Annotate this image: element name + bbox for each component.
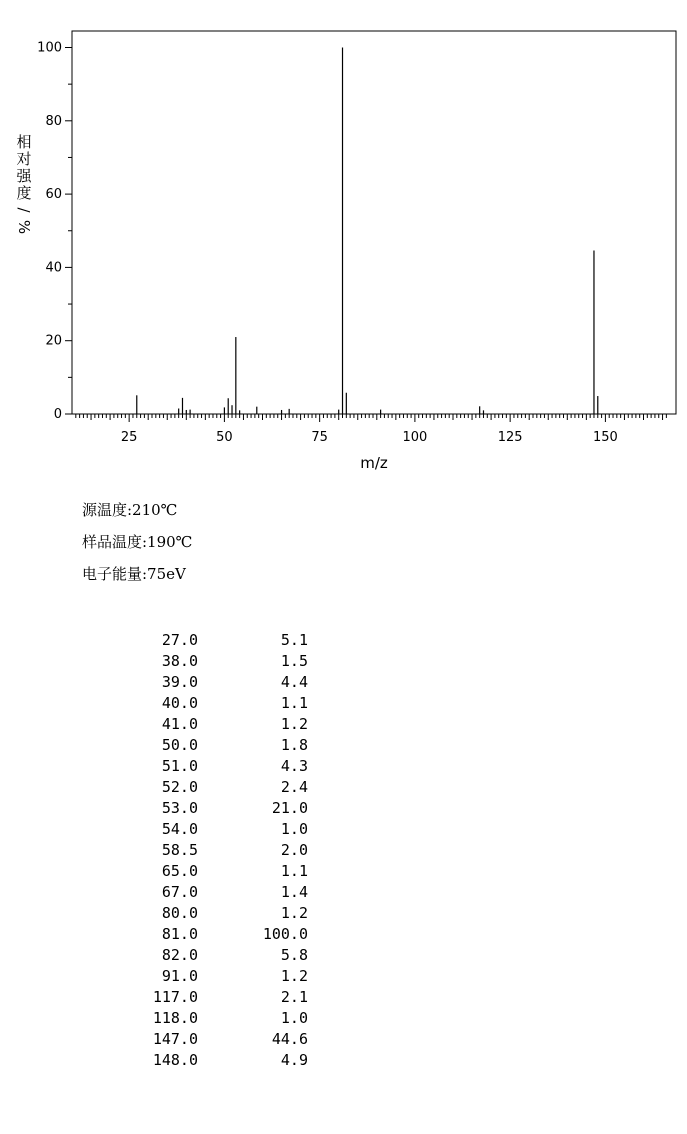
peak-mz: 53.0 xyxy=(161,799,198,817)
y-axis-label-char: 相 xyxy=(16,133,32,151)
x-axis xyxy=(76,414,667,445)
peak-row xyxy=(120,882,308,903)
peak-intensity: 1.0 xyxy=(280,820,308,838)
peak-intensity: 100.0 xyxy=(262,925,308,943)
peak-intensity: 5.8 xyxy=(280,946,308,964)
peak-row xyxy=(120,1029,308,1050)
peak-row xyxy=(120,840,308,861)
peak-intensity: 4.3 xyxy=(280,757,308,775)
y-tick-label: 80 xyxy=(45,113,62,129)
peak-intensity: 21.0 xyxy=(271,799,308,817)
peak-row xyxy=(120,672,308,693)
peak-row xyxy=(120,693,308,714)
peak-intensity: 1.2 xyxy=(280,904,308,922)
peak-row xyxy=(120,714,308,735)
sample-temperature: 样品温度:190℃ xyxy=(82,533,193,551)
peak-mz: 39.0 xyxy=(161,673,198,691)
x-tick-label: 25 xyxy=(120,430,138,445)
peak-mz: 40.0 xyxy=(161,694,198,712)
plot-frame xyxy=(72,31,676,414)
peak-intensity: 4.4 xyxy=(280,673,308,691)
peak-mz: 41.0 xyxy=(161,715,198,733)
y-axis-label-char: / xyxy=(15,207,33,213)
x-tick-label: 50 xyxy=(216,430,233,445)
peak-intensity: 2.0 xyxy=(280,841,308,859)
peak-intensity: 1.1 xyxy=(280,694,308,712)
y-axis-label-char: % xyxy=(15,219,33,235)
peak-mz: 50.0 xyxy=(161,736,198,754)
peak-intensity: 1.2 xyxy=(280,967,308,985)
x-tick-label: 75 xyxy=(311,430,328,445)
y-tick-label: 40 xyxy=(45,260,62,276)
peak-row xyxy=(120,1008,308,1029)
x-tick-label: 150 xyxy=(592,430,618,445)
peak-mz: 38.0 xyxy=(161,652,198,670)
peak-mz: 52.0 xyxy=(161,778,198,796)
peak-intensity: 44.6 xyxy=(271,1030,308,1048)
peak-intensity: 1.0 xyxy=(280,1009,308,1027)
peak-intensity: 1.5 xyxy=(280,652,308,670)
peak-row xyxy=(120,798,308,819)
x-tick-label: 125 xyxy=(497,430,523,445)
peak-mz: 148.0 xyxy=(152,1051,198,1069)
x-tick-label: 100 xyxy=(402,430,428,445)
peak-intensity: 4.9 xyxy=(280,1051,308,1069)
peak-mz: 117.0 xyxy=(152,988,198,1006)
peak-mz: 118.0 xyxy=(152,1009,198,1027)
peak-mz: 58.5 xyxy=(161,841,198,859)
peak-mz: 147.0 xyxy=(152,1030,198,1048)
peak-intensity: 1.4 xyxy=(280,883,308,901)
peak-row xyxy=(120,777,308,798)
peak-row xyxy=(120,945,308,966)
source-temperature: 源温度:210℃ xyxy=(82,501,178,519)
peak-mz: 67.0 xyxy=(161,883,198,901)
y-tick-label: 20 xyxy=(45,333,62,349)
peak-mz: 91.0 xyxy=(161,967,198,985)
peak-intensity: 5.1 xyxy=(280,631,308,649)
peak-mz: 65.0 xyxy=(161,862,198,880)
mass-spectrum-chart xyxy=(0,0,687,480)
y-axis-label xyxy=(15,133,33,234)
peak-intensity: 2.1 xyxy=(280,988,308,1006)
instrument-conditions xyxy=(82,494,192,590)
peak-row xyxy=(120,861,308,882)
peak-intensity: 1.8 xyxy=(280,736,308,754)
peak-row xyxy=(120,651,308,672)
peak-mz: 27.0 xyxy=(161,631,198,649)
electron-energy: 电子能量:75eV xyxy=(82,565,186,583)
peak-row xyxy=(120,966,308,987)
peak-row xyxy=(120,903,308,924)
y-axis-label-char: 度 xyxy=(16,184,32,202)
peak-intensity: 1.1 xyxy=(280,862,308,880)
y-tick-label: 0 xyxy=(53,407,62,422)
peak-mz: 51.0 xyxy=(161,757,198,775)
y-tick-label: 60 xyxy=(45,187,62,203)
peak-table xyxy=(120,630,308,1071)
peak-intensity: 1.2 xyxy=(280,715,308,733)
peak-row xyxy=(120,819,308,840)
peak-intensity: 2.4 xyxy=(280,778,308,796)
spectrum-peaks xyxy=(137,48,598,415)
peak-row xyxy=(120,1050,308,1071)
y-axis-label-char: 对 xyxy=(16,150,32,168)
peak-mz: 80.0 xyxy=(161,904,198,922)
x-axis-label: m/z xyxy=(360,454,388,472)
y-axis xyxy=(37,41,72,423)
peak-row xyxy=(120,924,308,945)
peak-row xyxy=(120,756,308,777)
peak-row xyxy=(120,735,308,756)
peak-row xyxy=(120,630,308,651)
peak-mz: 81.0 xyxy=(161,925,198,943)
peak-row xyxy=(120,987,308,1008)
y-axis-label-char: 强 xyxy=(16,167,32,185)
y-tick-label: 100 xyxy=(37,40,62,56)
peak-mz: 82.0 xyxy=(161,946,198,964)
peak-mz: 54.0 xyxy=(161,820,198,838)
